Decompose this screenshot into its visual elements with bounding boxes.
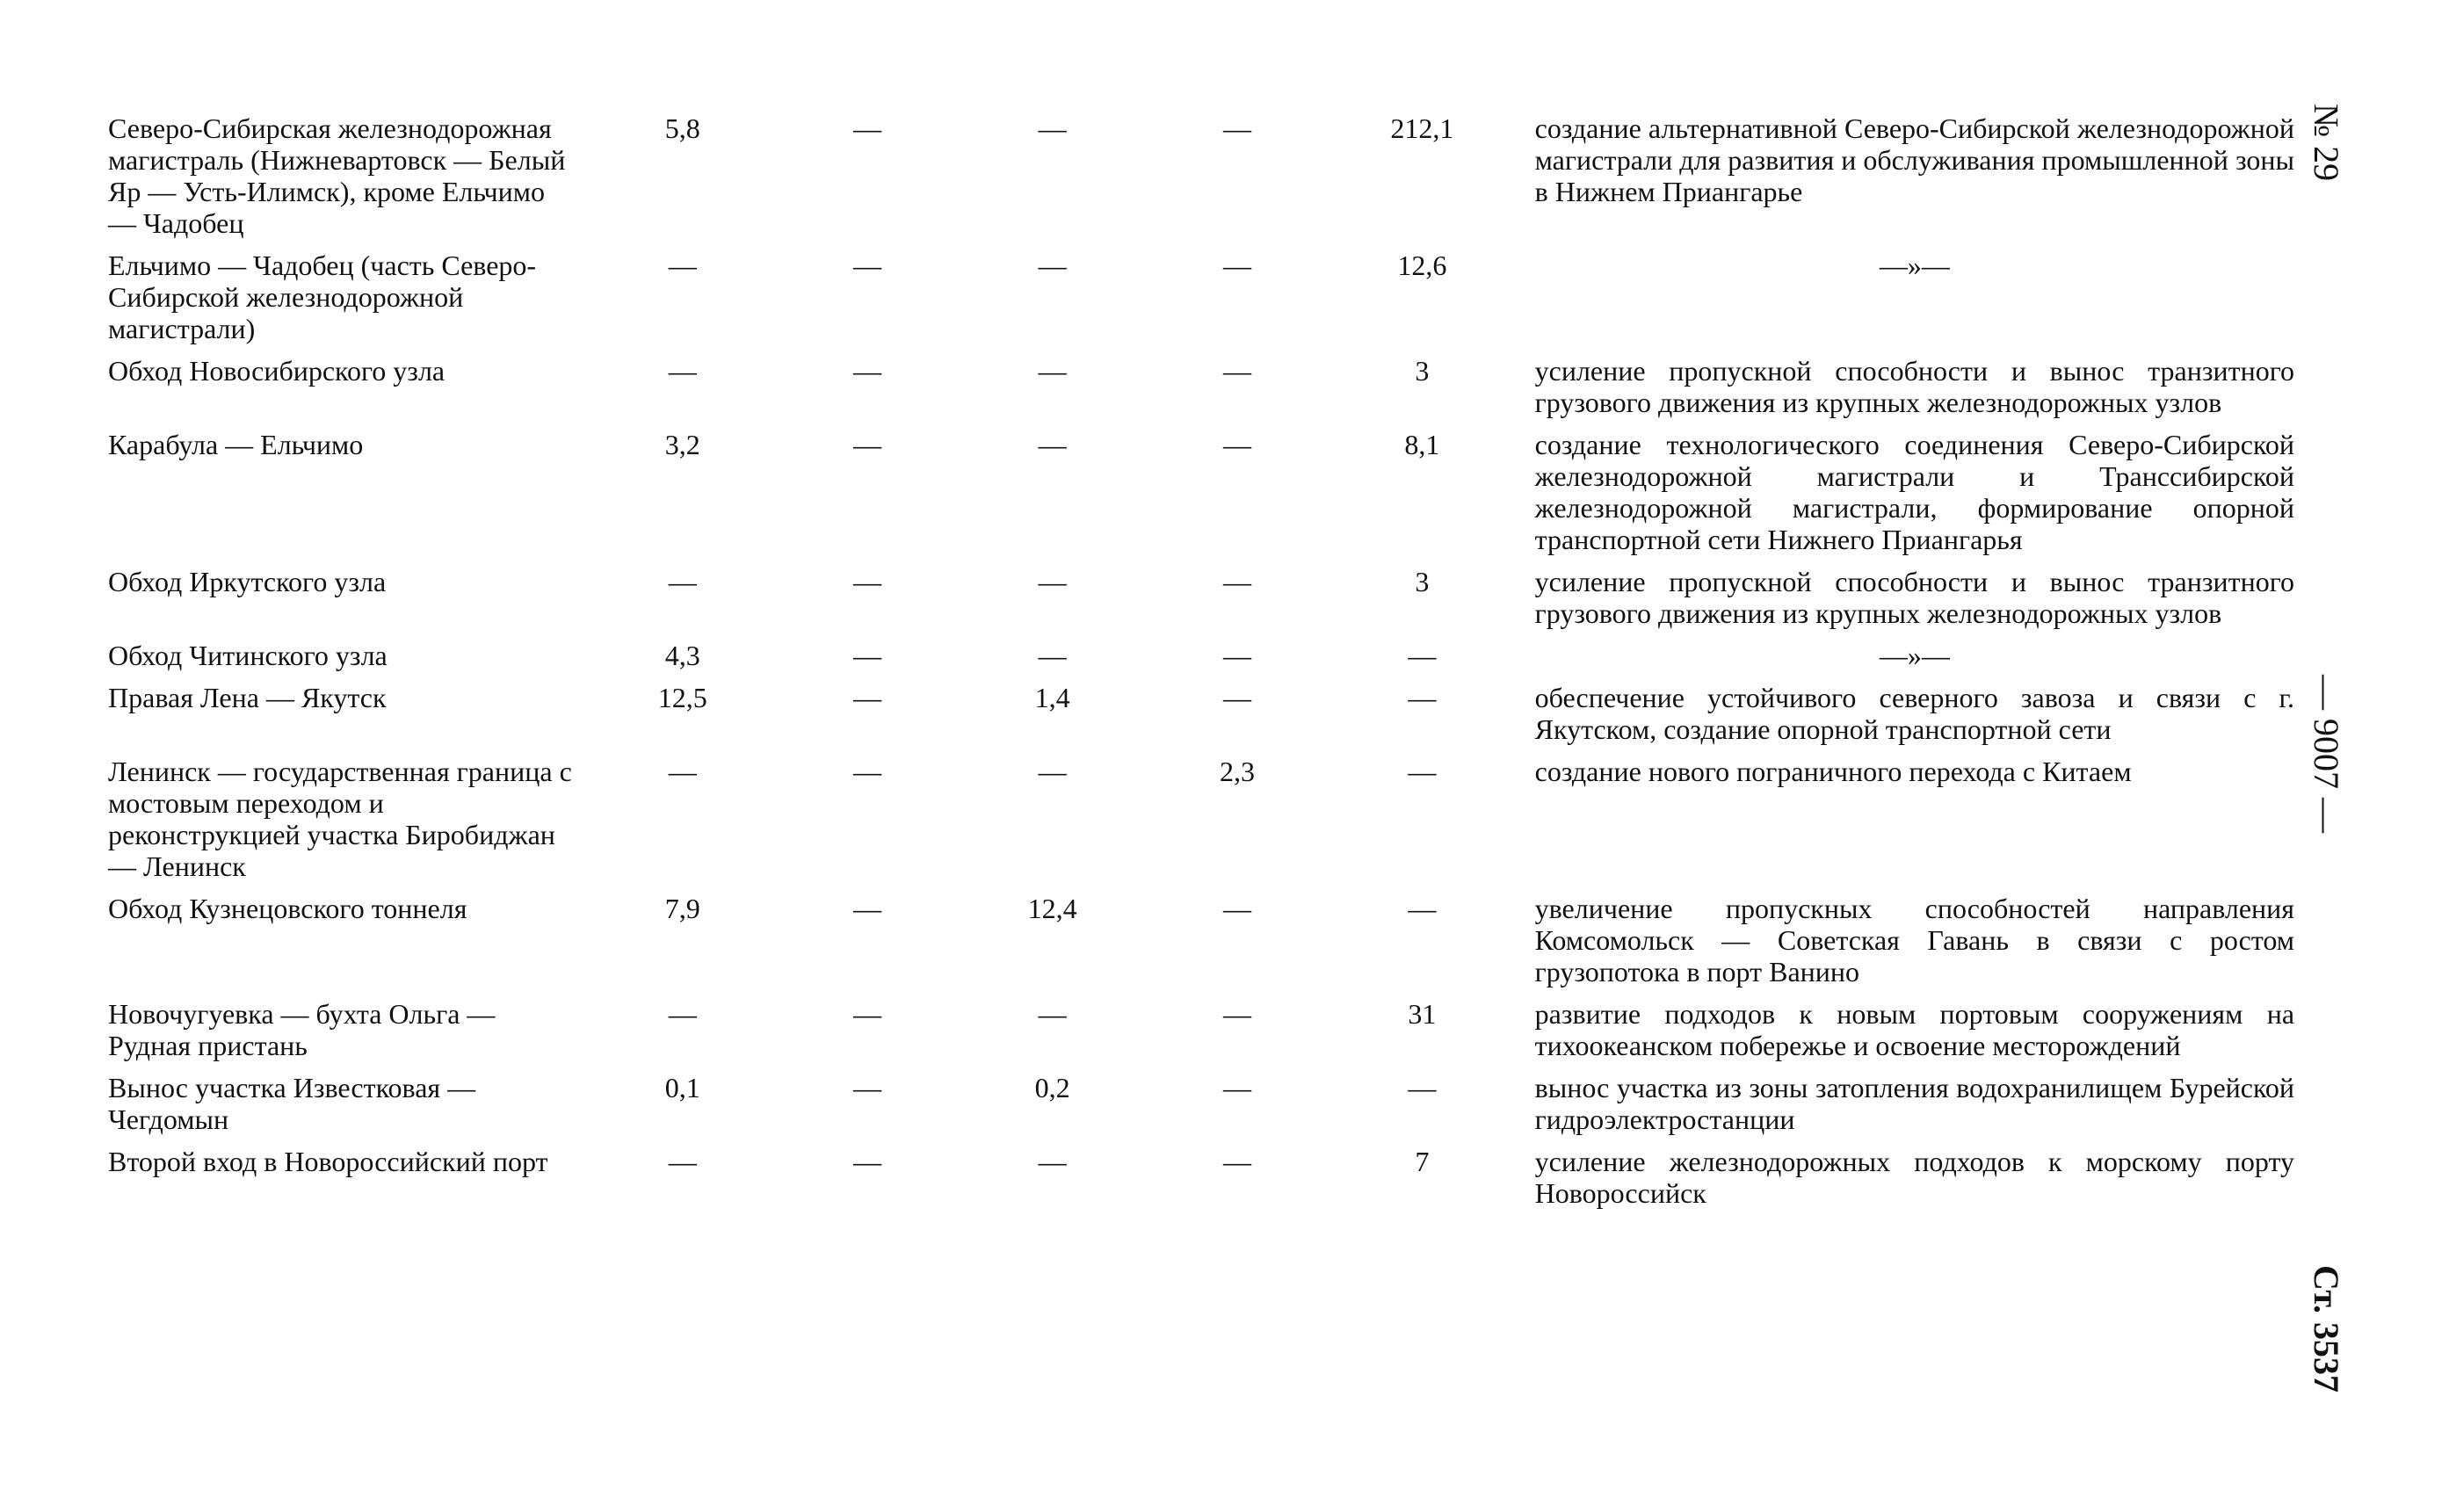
- section-name: Обход Новосибирского узла: [108, 355, 446, 387]
- value-col-1: —: [668, 250, 697, 281]
- section-name: Северо-Сибирская железнодорожная магистраль (Нижневартовск — Белый Яр — Усть-Илимск), кроме Ельчимо — Чадобец: [108, 112, 566, 239]
- value-col-3: 1,4: [1034, 682, 1070, 713]
- page-number: — 9007 —: [2307, 675, 2346, 833]
- purpose-text: создание нового пограничного перехода с Китаем: [1534, 756, 2132, 787]
- value-col-5: —: [1408, 756, 1437, 787]
- value-col-3: —: [1038, 112, 1067, 144]
- value-col-5: 12,6: [1397, 250, 1447, 281]
- section-name: Карабула — Ельчимо: [108, 429, 364, 460]
- value-col-5: 212,1: [1390, 112, 1454, 144]
- table-row: [108, 756, 2294, 882]
- table-row: [108, 682, 2294, 745]
- value-col-2: —: [853, 112, 882, 144]
- value-col-4: —: [1222, 566, 1251, 597]
- value-col-4: —: [1222, 1146, 1251, 1177]
- value-col-4: —: [1222, 682, 1251, 713]
- purpose-text: развитие подходов к новым портовым сооружениям на тихоокеанском побережье и освоение месторождений: [1534, 998, 2295, 1061]
- value-col-5: 31: [1408, 998, 1437, 1030]
- value-col-2: —: [853, 893, 882, 924]
- purpose-text: усиление пропускной способности и вынос транзитного грузового движения из крупных железнодорожных узлов: [1534, 566, 2295, 629]
- value-col-4: —: [1222, 1072, 1251, 1103]
- value-col-2: —: [853, 998, 882, 1030]
- section-name: Обход Читинского узла: [108, 640, 388, 671]
- value-col-5: —: [1408, 1072, 1437, 1103]
- value-col-2: —: [853, 640, 882, 671]
- table-row: [108, 429, 2294, 555]
- value-col-1: 4,3: [664, 640, 700, 671]
- table-row: [108, 1146, 2294, 1209]
- value-col-3: —: [1038, 998, 1067, 1030]
- section-name: Новочугуевка — бухта Ольга — Рудная пристань: [108, 998, 496, 1061]
- value-col-5: 7: [1415, 1146, 1430, 1177]
- value-col-1: 7,9: [664, 893, 700, 924]
- section-name: Правая Лена — Якутск: [108, 682, 387, 713]
- value-col-4: 2,3: [1219, 756, 1255, 787]
- value-col-3: 0,2: [1034, 1072, 1070, 1103]
- purpose-text: вынос участка из зоны затопления водохранилищем Бурейской гидроэлектростанции: [1534, 1072, 2295, 1135]
- purpose-text: увеличение пропускных способностей направления Комсомольск — Советская Гавань в связи с ростом грузопотока в порт Ванино: [1534, 893, 2295, 988]
- section-name: Обход Иркутского узла: [108, 566, 387, 597]
- issue-number: № 29: [2307, 104, 2346, 182]
- purpose-ditto-mark: —»—: [1879, 250, 1950, 281]
- purpose-text: создание альтернативной Северо-Сибирской железнодорожной магистрали для развития и обслуживания промышленной зоны в Нижнем Приангарье: [1534, 112, 2295, 207]
- value-col-1: —: [668, 756, 697, 787]
- value-col-5: 3: [1415, 566, 1430, 597]
- value-col-3: —: [1038, 756, 1067, 787]
- table-row: [108, 640, 2294, 671]
- value-col-4: —: [1222, 998, 1251, 1030]
- purpose-text: создание технологического соединения Северо-Сибирской железнодорожной магистрали и Транссибирской железнодорожной магистрали, формирование опорной транспортной сети Нижнего Приангарья: [1534, 429, 2295, 555]
- value-col-4: —: [1222, 893, 1251, 924]
- value-col-1: 3,2: [664, 429, 700, 460]
- value-col-5: —: [1408, 893, 1437, 924]
- value-col-1: —: [668, 355, 697, 387]
- value-col-4: —: [1222, 355, 1251, 387]
- value-col-2: —: [853, 429, 882, 460]
- purpose-text: усиление пропускной способности и вынос транзитного грузового движения из крупных железнодорожных узлов: [1534, 355, 2295, 418]
- value-col-5: 8,1: [1404, 429, 1440, 460]
- value-col-1: —: [668, 566, 697, 597]
- table-row: [108, 998, 2294, 1061]
- value-col-3: —: [1038, 250, 1067, 281]
- value-col-2: —: [853, 756, 882, 787]
- value-col-5: 3: [1415, 355, 1430, 387]
- railway-projects-table: [108, 112, 2294, 1219]
- value-col-2: —: [853, 1146, 882, 1177]
- value-col-1: —: [668, 1146, 697, 1177]
- value-col-4: —: [1222, 429, 1251, 460]
- value-col-3: —: [1038, 1146, 1067, 1177]
- value-col-4: —: [1222, 640, 1251, 671]
- purpose-text: обеспечение устойчивого северного завоза и связи с г. Якутском, создание опорной транспортной сети: [1534, 682, 2295, 745]
- purpose-ditto-mark: —»—: [1879, 640, 1950, 671]
- section-name: Ельчимо — Чадобец (часть Северо-Сибирской железнодорожной магистрали): [108, 250, 537, 344]
- table-row: [108, 250, 2294, 344]
- value-col-3: —: [1038, 429, 1067, 460]
- value-col-3: —: [1038, 640, 1067, 671]
- table-row: [108, 355, 2294, 418]
- value-col-2: —: [853, 1072, 882, 1103]
- value-col-4: —: [1222, 250, 1251, 281]
- table-row: [108, 893, 2294, 988]
- value-col-2: —: [853, 682, 882, 713]
- section-name: Второй вход в Новороссийский порт: [108, 1146, 548, 1177]
- value-col-2: —: [853, 566, 882, 597]
- table-row: [108, 566, 2294, 629]
- value-col-4: —: [1222, 112, 1251, 144]
- table-row: [108, 1072, 2294, 1135]
- value-col-5: —: [1408, 640, 1437, 671]
- value-col-3: 12,4: [1027, 893, 1077, 924]
- article-column: Ст. 3537: [2307, 1265, 2346, 1393]
- value-col-3: —: [1038, 355, 1067, 387]
- value-col-1: —: [668, 998, 697, 1030]
- purpose-text: усиление железнодорожных подходов к морскому порту Новороссийск: [1534, 1146, 2295, 1209]
- value-col-1: 12,5: [657, 682, 707, 713]
- section-name: Обход Кузнецовского тоннеля: [108, 893, 467, 924]
- table-row: [108, 112, 2294, 239]
- value-col-1: 0,1: [664, 1072, 700, 1103]
- value-col-2: —: [853, 355, 882, 387]
- section-name: Вынос участка Известковая — Чегдомын: [108, 1072, 476, 1135]
- value-col-1: 5,8: [664, 112, 700, 144]
- section-name: Ленинск — государственная граница с мостовым переходом и реконструкцией участка Биробиджан — Ленинск: [108, 756, 572, 882]
- value-col-3: —: [1038, 566, 1067, 597]
- value-col-2: —: [853, 250, 882, 281]
- value-col-5: —: [1408, 682, 1437, 713]
